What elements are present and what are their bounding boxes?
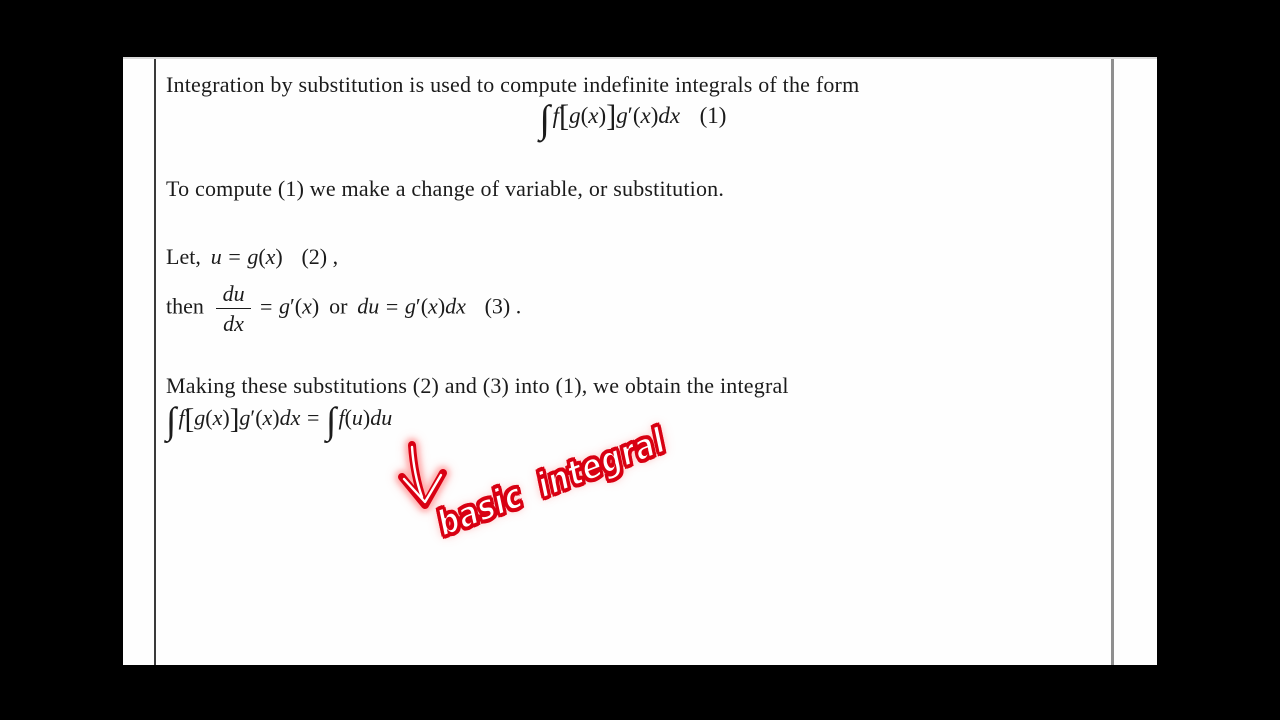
math-token: du <box>357 293 380 319</box>
math-token: ′( <box>415 293 429 319</box>
math-token: ∫ <box>539 97 551 141</box>
math-token: ) <box>275 244 283 269</box>
math-token: g <box>616 102 628 128</box>
math-token: x <box>588 102 599 128</box>
equation-differential <box>166 281 521 336</box>
left-margin-rule <box>154 59 156 665</box>
math-token: x <box>640 102 651 128</box>
math-token: = <box>228 244 241 269</box>
equation-result <box>166 403 392 441</box>
math-token: ) <box>272 405 280 431</box>
math-token: = <box>306 405 320 431</box>
math-token: f <box>552 102 559 128</box>
math-token: then <box>166 293 204 319</box>
math-token: ( <box>258 244 266 269</box>
math-token: u <box>210 244 222 269</box>
math-token: x <box>262 405 273 431</box>
math-token: $\frac{du}{dx}$ <box>216 281 251 336</box>
equation-substitution-u <box>166 244 338 270</box>
math-token: dx <box>445 293 466 319</box>
math-token: ′( <box>289 293 303 319</box>
math-token: dx <box>658 102 681 128</box>
math-token: x <box>265 244 276 269</box>
math-token: ] <box>229 403 240 435</box>
math-token: ∫ <box>325 401 337 443</box>
math-token: [ <box>558 99 570 133</box>
math-token: (3) <box>484 293 511 319</box>
paragraph-making-substitutions: Making these substitutions (2) and (3) into (1), we obtain the integral <box>166 373 789 398</box>
math-token: ) <box>437 293 446 319</box>
math-token: (2) <box>301 244 328 269</box>
math-token: (1) <box>699 102 727 128</box>
math-token: = <box>385 293 399 319</box>
paragraph-intro: Integration by substitution is used to compute indefinite integrals of the form <box>166 72 860 97</box>
math-token: ) <box>362 405 371 431</box>
math-token: f <box>338 405 345 431</box>
math-token: g <box>278 293 290 319</box>
math-token: x <box>212 405 223 431</box>
math-token: ) <box>311 293 320 319</box>
math-token: du <box>370 405 393 431</box>
math-token: . <box>510 293 522 319</box>
notes-page <box>123 57 1157 665</box>
math-token: g <box>247 244 259 269</box>
math-token: ′( <box>250 405 263 431</box>
math-token: ∫ <box>166 401 177 443</box>
math-token: ) <box>650 102 659 128</box>
math-token: f <box>178 405 185 431</box>
math-token: x <box>428 293 438 319</box>
math-token: g <box>569 102 581 128</box>
math-token: ( <box>344 405 352 431</box>
math-token: [ <box>184 403 195 435</box>
right-margin-rule <box>1111 59 1114 665</box>
math-token: ] <box>606 99 617 133</box>
math-token: x <box>302 293 312 319</box>
math-token: dx <box>279 405 301 431</box>
math-token: ( <box>580 102 589 128</box>
math-token: , <box>327 244 339 269</box>
math-token: or <box>329 293 348 319</box>
math-token: ( <box>205 405 213 431</box>
math-token: u <box>351 405 363 431</box>
math-token: ) <box>222 405 230 431</box>
paragraph-compute: To compute (1) we make a change of variable, or substitution. <box>166 176 725 201</box>
math-token: ′( <box>627 102 641 128</box>
handwritten-note-basic-integral: basic integral <box>432 421 672 545</box>
math-token: g <box>194 405 206 431</box>
math-token: g <box>404 293 416 319</box>
math-token: Let, <box>166 244 201 269</box>
math-token: ) <box>598 102 607 128</box>
math-token: g <box>239 405 251 431</box>
equation-indefinite-integral-form <box>155 99 1111 139</box>
math-token: = <box>259 293 273 319</box>
